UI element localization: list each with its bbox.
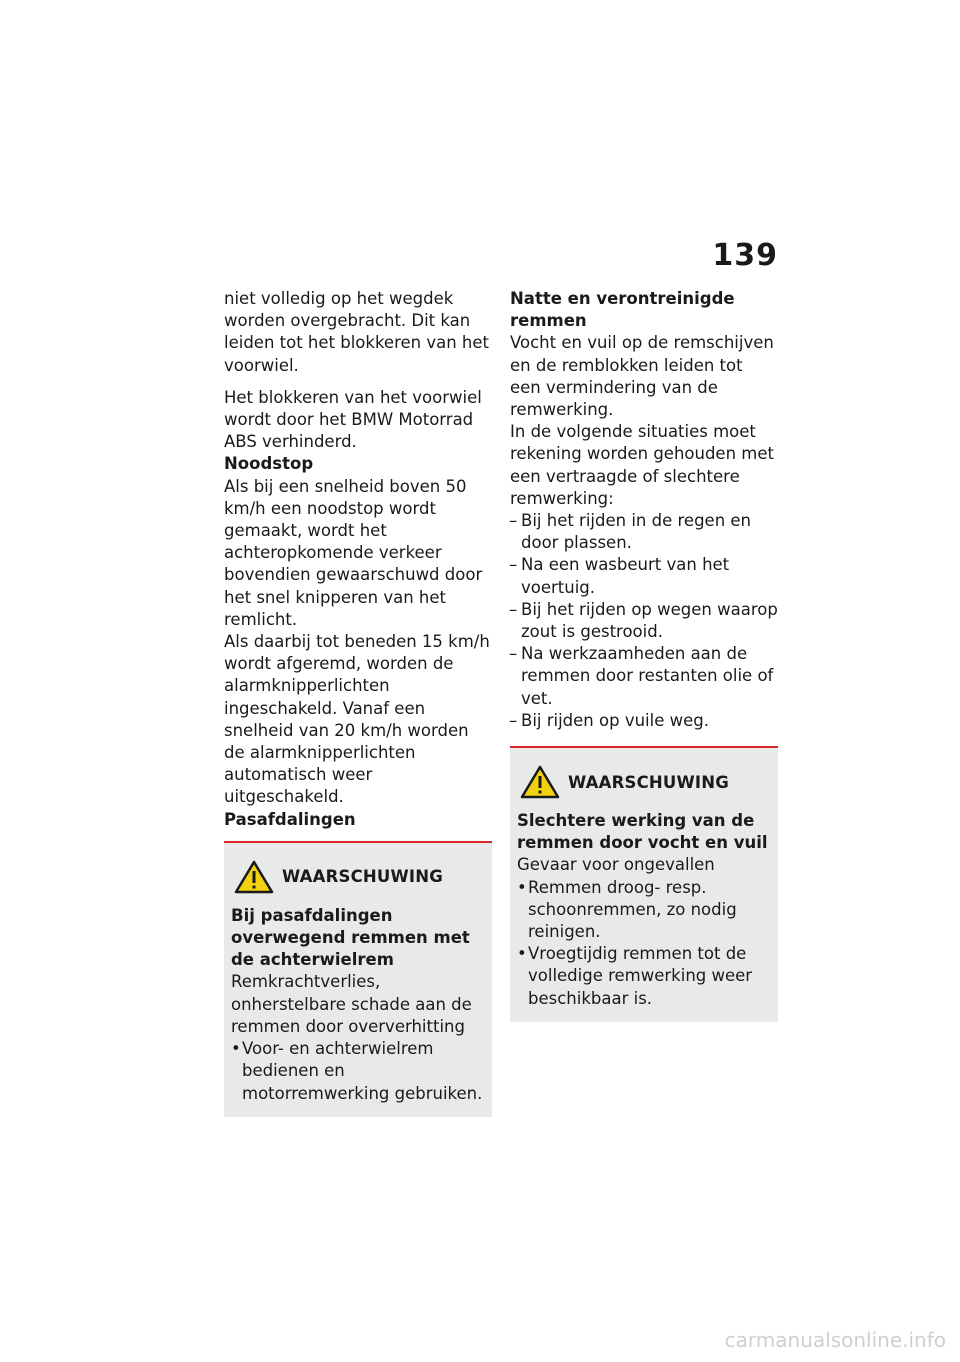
- warning-header: [517, 762, 770, 802]
- heading-noodstop: Noodstop: [224, 454, 314, 474]
- warning-triangle-icon: [234, 860, 274, 894]
- left-paragraph-4: Als daarbij tot beneden 15 km/h wordt afgeremd, worden de alarmknipperlichten ingeschakeld. Vanaf een snelheid van 20 km/h worden de alarmknipperlichten automatisch weer uitgeschakeld.: [224, 632, 490, 807]
- right-paragraph-1: Vocht en vuil op de remschijven en de remblokken leiden tot een vermindering van de remwerking.: [510, 333, 774, 420]
- heading-pasafdalingen: Pasafdalingen: [224, 809, 356, 829]
- warning-subtitle: Bij pasafdalingen overwegend remmen met de achterwielrem: [231, 905, 470, 970]
- list-item: – Bij het rijden in de regen en door plassen.: [509, 511, 752, 553]
- warning-text: Gevaar voor ongevallen: [517, 855, 715, 875]
- warning-bullet: • Voor- en achterwielrem bedienen en motorremwerking gebruiken.: [231, 1039, 483, 1103]
- warning-bullet: • Vroegtijdig remmen tot de volledige remwerking weer beschikbaar is.: [517, 944, 753, 1008]
- list-item: – Na een wasbeurt van het voertuig.: [509, 555, 730, 597]
- warning-bullet-list: [517, 877, 770, 1010]
- list-item: – Bij het rijden op wegen waarop zout is gestrooid.: [509, 599, 778, 642]
- list-item: – Na werkzaamheden aan de remmen door restanten olie of vet.: [509, 644, 774, 708]
- footer-watermark[interactable]: carmanualsonline.info: [724, 1328, 946, 1352]
- page-number: 139: [712, 238, 778, 273]
- left-paragraph-3: Als bij een snelheid boven 50 km/h een noodstop wordt gemaakt, wordt het achteropkomende verkeer bovendien gewaarschuwd door het snel knipperen van het remlicht.: [224, 476, 483, 629]
- warning-bullet-list: [231, 1038, 484, 1105]
- warning-subtitle: Slechtere werking van de remmen door vocht en vuil: [517, 811, 768, 853]
- left-column: [224, 288, 492, 1117]
- warning-bullet: • Remmen droog- resp. schoonremmen, zo nodig reinigen.: [517, 877, 737, 942]
- list-item: – Bij rijden op vuile weg.: [509, 710, 709, 730]
- left-paragraph-1: niet volledig op het wegdek worden overgebracht. Dit kan leiden tot het blokkeren van het voorwiel.: [224, 289, 490, 375]
- warning-title: WAARSCHUWING: [282, 867, 443, 887]
- warning-triangle-icon: [520, 765, 560, 799]
- warning-text: Remkrachtverlies, onherstelbare schade aan de remmen door oververhitting: [231, 972, 472, 1036]
- warning-box-natte-remmen: [510, 746, 778, 1022]
- left-paragraph-2: Het blokkeren van het voorwiel wordt door het BMW Motorrad ABS verhinderd.: [224, 387, 482, 452]
- warning-box-pasafdalingen: [224, 841, 492, 1117]
- situations-list: [510, 510, 778, 732]
- right-paragraph-2: In de volgende situaties moet rekening worden gehouden met een vertraagde of slechtere remwerking:: [510, 422, 774, 508]
- heading-natte-remmen: Natte en verontreinigde remmen: [510, 289, 735, 331]
- warning-header: [231, 857, 484, 897]
- warning-title: WAARSCHUWING: [568, 772, 729, 792]
- right-column: [510, 288, 778, 1022]
